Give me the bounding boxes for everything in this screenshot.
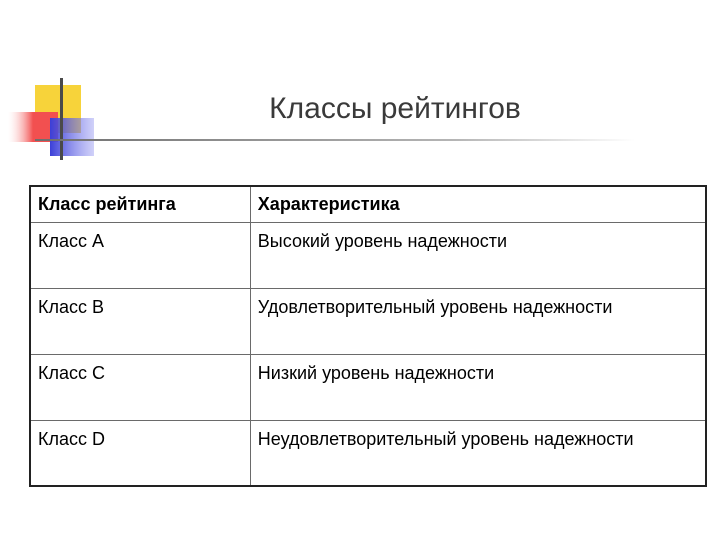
characteristic-cell: Высокий уровень надежности xyxy=(250,222,706,288)
header-rating-class: Класс рейтинга xyxy=(30,186,250,222)
table-row xyxy=(30,420,706,486)
rating-class-cell: Класс B xyxy=(30,288,250,354)
title-decoration xyxy=(0,0,720,170)
table-row xyxy=(30,222,706,288)
table-row xyxy=(30,354,706,420)
table-row xyxy=(30,288,706,354)
rating-class-cell: Класс A xyxy=(30,222,250,288)
rating-class-cell: Класс D xyxy=(30,420,250,486)
characteristic-cell: Неудовлетворительный уровень надежности xyxy=(250,420,706,486)
deco-blue-square xyxy=(50,118,94,156)
title-underline xyxy=(35,139,635,141)
deco-vertical-line xyxy=(60,78,63,160)
slide-title: Классы рейтингов xyxy=(269,92,521,125)
characteristic-cell: Удовлетворительный уровень надежности xyxy=(250,288,706,354)
rating-class-cell: Класс C xyxy=(30,354,250,420)
header-characteristic: Характеристика xyxy=(250,186,706,222)
characteristic-cell: Низкий уровень надежности xyxy=(250,354,706,420)
ratings-table xyxy=(29,185,707,487)
table-header-row xyxy=(30,186,706,222)
